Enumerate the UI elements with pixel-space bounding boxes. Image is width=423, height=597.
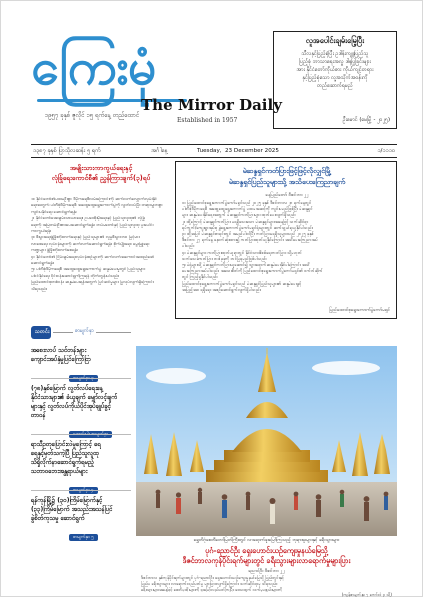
teaser-title-line: (၃၃)ကြိမ်မြောက် အသည်းအသန်ပြင် xyxy=(31,506,113,513)
story-source: ပြည်ထောင်စုရွေးကောက်ပွဲကော်မရှင် xyxy=(329,308,390,313)
masthead-established: Established in 1957 xyxy=(177,117,238,124)
logo-subtitle: ၁၉၅၇ ခုနှစ် ဇူလိုင် ၁၅ ရက်နေ့ တည်ထောင် xyxy=(45,112,140,119)
body-line: ပါသည်။ xyxy=(182,243,195,249)
body-line: ၄။ မဲဆန္ဒရှင်များ ကတ်ပြားထုတ်ယူရာတွင် နိုင်ငံသားစိစစ်ရေးကတ်ပြား သို့မဟုတ် xyxy=(182,249,303,255)
page-number: ၁/၁၁၁၀ xyxy=(377,148,395,154)
teaser-title-line: ရေနှင့်မှတ်သကဲ့ပြီ ပြည်သူလူထု xyxy=(31,450,100,457)
body-line: ကဏ္ဍများ ဖွံ့ဖြိုးတိုးတက်စေရန်။ xyxy=(31,248,79,254)
dateline: နေပြည်တော် ဒီဇင်ဘာ ၂၂ xyxy=(265,193,309,198)
body-line: ၅။ မဲရုံများသို့ မဲဆန္ဒရှင်ကတ်ပြားယူဆောင်၍ သွားရောက်ဆန္ဒမဲပေးနိုင်ပါကြောင်း အသိ xyxy=(182,262,310,268)
headline-line: ဒီဇင်ဘာလကုန်ပိုင်းရက်များတွင် ခရီးသွားများလာရောက်မှုများပြား xyxy=(182,556,351,565)
teaser-item[interactable] xyxy=(31,496,131,542)
body-line: ၅။ ပါတီစုံဒီမိုကရေစီ အထွေထွေရွေးကောက်ပွဲ ဆန္ဒမဲပေးမှုတွင် ပြည်သူများ xyxy=(31,267,146,273)
body-line: အပြည့်အဝ ရရှိရေး အစဉ်ဆောင်ရွက်လျက်ရှိပါသည်။ xyxy=(182,286,262,292)
index-label: သတင်း xyxy=(35,329,50,335)
quote-title: လူအပေါင်းချမ်းမြေ့ပြီး xyxy=(305,36,365,45)
weekday-en: Tuesday, xyxy=(197,148,222,154)
headline-line: အမျိုးသားကာကွယ်ရေးနှင့် xyxy=(69,164,133,172)
quote-line: နှင့်ပြည့်စုံသော လူ့အသိုက်အဝန်းကို xyxy=(302,75,368,81)
teaser-item[interactable] xyxy=(31,384,131,439)
teaser-title-line: ခွဲစိတ်ကုသမှု ဆောင်ရွက် xyxy=(31,515,85,522)
bottom-story-body xyxy=(141,575,392,597)
continued-note: (ကျန်စာမျက်နှာ ၇ ကော်လံ ၃ သို့) xyxy=(341,592,392,597)
teaser-title-line: နိုင်ငံသားများ၏ ခံယူချက် မျှော်လင့်ချက် xyxy=(31,394,118,401)
pagoda-photo xyxy=(136,346,397,536)
body-line: သက်သေခံကတ်ပြား တစ်ခုခုကို တင်ပြရမည်ဖြစ်ပါသည်။ xyxy=(182,255,267,261)
body-line: ရပ်ကွက်/ကျေးရွာအုပ်စု ခွဲရွေးကောက်ပွဲကော်မရှင်ရုံးများတွင် ဆက်သွယ်ရယူနိုင်ပါသည်။ xyxy=(182,224,314,230)
headline-line: ပုဂံ-ညောင်ဦး ရှေးဟောင်းယဉ်ကျေးမှုနယ်မြေသို့ xyxy=(205,546,328,555)
body-line: သိရသည်။ xyxy=(31,286,48,292)
headline-line: မဲဆန္ဒရှင်ပြည်သူများသို့ အသိပေးကြေညာချက် xyxy=(228,178,346,186)
teaser-item[interactable] xyxy=(31,440,131,495)
body-line: ပြည်ပ ခရီးသွားများ လာရောက်လည်ပတ်မှု များပြားလျက်ရှိကြောင်း သက်ဆိုင်ရာမှ သိရသည်။ xyxy=(141,580,278,586)
body-line: ၄။ နိုင်ငံတော်၏ ငြိမ်းချမ်းရေးလုပ်ငန်းစဉ်များကို ဆက်လက်အကောင်အထည်ဖော် xyxy=(31,254,155,260)
body-line: များ ဆန္ဒမဲပေးနိုင်ရေးအတွက် မဲဆန္ဒရှင်ကတ်ပြားများ ထုတ်ပေးလျက်ရှိသည်။ xyxy=(182,212,296,218)
logo-text: ကြေးမုံ xyxy=(31,38,156,96)
quote-line: ပြည့်စုံ ဘာသာရေးအလှူ ဒါနပြုခြင်းများ xyxy=(299,59,371,65)
divider xyxy=(31,490,131,491)
dateline: ညောင်ဦး ဒီဇင်ဘာ ၂၂ xyxy=(248,569,285,574)
divider xyxy=(31,434,131,435)
body-line: ၂။ ထို့ကြောင့် မဲဆန္ဒရှင်ကတ်ပြား မရရှိသေးသော မဲဆန္ဒရှင်များအနေဖြင့် သက်ဆိုင်ရာ xyxy=(182,218,309,224)
photo-caption: ရွှေတိဂုံစေတီတော်မြတ်ကြီးတွင် လာရောက်ဖူးမြော်ကြသည့် ဘုရားဖူးများနှင့် ခရီးသွားများ xyxy=(193,538,340,543)
body-line: ရေးကို အမြဲတမ်းဦးစားပေးဆောင်ရွက်ရန်။ တပ်မတော်နှင့် ပြည်သူလူထု ပူးပေါင်း xyxy=(31,222,154,228)
body-line: ၃။ ထို့အပြင် မဲဆန္ဒရှင်စာရင်းတွင် အမည်ပါဝင်ပြီး ကတ်ပြားမရရှိသူများသည် ၂၀၂၅ ခုနှစ် xyxy=(182,231,314,237)
body-line: ၂။ နိုင်ငံတော်အေးချမ်းသာယာရေး၊ ဥပဒေစိုးမိုးရေးနှင့် ပြည်သူလူထု၏ လုံခြုံ xyxy=(31,216,145,222)
sidebar-index xyxy=(31,326,131,592)
quote-author: ဦးမောင် (မေမြို့ - ၂၀၂၅) xyxy=(342,117,390,123)
body-line: ပြည်ထောင်စုတစ်ဝန်း ဆန္ဒမဲပေးရန်အတွက် ပြင်ဆင်မှုများ ပြုလုပ်လျက်ရှိကြောင်း xyxy=(31,280,154,286)
body-line: ပါဝင်နိုင်ရေး ဝိုင်းဝန်းဆောင်ရွက်ကြရန် တိုက်တွန်းပါသည်။ xyxy=(31,273,120,279)
masthead-english-name: The Mirror Daily xyxy=(141,96,282,114)
left-story-body xyxy=(31,197,171,320)
bottom-story-headline[interactable] xyxy=(136,546,397,566)
quote-line: တည်ဆောက်ရမည် xyxy=(317,83,353,89)
quote-line: သီလနှင့်ပြည့်စုံပြီး ဥဒါန်းကျူးပြည်သူ xyxy=(301,51,369,57)
body-line: ကာကွယ်ရန်။ xyxy=(31,229,52,235)
date-mm: ၁၃၈၇ ခုနှစ် ပြာသိုလဆန်း ၅ ရက် xyxy=(33,148,101,154)
left-story-headline[interactable] xyxy=(31,163,171,193)
weekday-mm: အင်္ဂါနေ့ xyxy=(151,148,168,154)
body-line: ပြည်ထောင်စုရွေးကောက်ပွဲကော်မရှင်သည် မဲဆန္ဒရှင်ပြည်သူများ၏ ဆန္ဒမဲပေးခွင့် xyxy=(182,280,302,286)
masthead-logo xyxy=(31,37,261,129)
body-line: ရေးအတွက် ပါတီစုံဒီမိုကရေစီ အထွေထွေရွေးကောက်ပွဲကို လွတ်လပ်ပြီး တရားမျှတစွာ xyxy=(31,203,163,209)
teaser-title-line: ရာသီဥတုပြောင်းလဲမှုကြောင့် ရေ xyxy=(31,441,101,448)
headline-line: လုံခြုံရေးကောင်စီ၏ ညွှန်ကြားချက်(၃)ရပ် xyxy=(51,174,151,182)
body-line: ကျင်းပနိုင်ရေး ဆောင်ရွက်ရန်။ xyxy=(31,209,77,215)
headline-line: မဲဆန္ဒရှင်ကတ်ပြားဖြင့်ဖြင့်လိုလျှင်မြို့ xyxy=(242,167,332,175)
body-line: တွင် ကြည့်ရှုနိုင်ပါသည်။ xyxy=(182,274,218,280)
teaser-title-line: တာဝန် xyxy=(31,412,46,419)
body-line: ခရီးသွားများအနေဖြင့် စေတီပုထိုးများကို ဖူးမြော်လည်ပတ်ကြပြီး ဒေသထွက် လက်မှုပစ္စည်းများကို xyxy=(141,586,283,592)
teaser-page-badge[interactable]: စာမျက်နှာ ၅ xyxy=(69,534,98,541)
teaser-title-line: ကျောင်းအပ်နှံမှုပြင်ကြော်ငြာ xyxy=(31,356,92,363)
teaser-title-line: သဘာဝဘေးအန္တရာယ်များ xyxy=(31,468,88,475)
date-en: 23 December 2025 xyxy=(225,148,279,154)
body-line: ဒီဇင်ဘာလ နှစ်ကုန်ပိုင်းရက်များတွင် ပုဂံ-ညောင်ဦး ရှေးဟောင်းယဉ်ကျေးမှုနယ်မြေသို့ ပြည်တွင်းနှင့် xyxy=(141,575,284,580)
quote-box xyxy=(273,31,397,129)
body-line: ပါတီစုံဒီမိုကရေစီ အထွေထွေရွေးကောက်ပွဲ ပထမအဆင့်ကို ကျင်းပမည်ဖြစ်ပြီး မဲဆန္ဒရှင် xyxy=(182,206,313,212)
teaser-title-line: (၇၈)နှစ်မြောက် လွတ်လပ်ရေးနေ့ xyxy=(31,385,104,392)
body-line: ဒီဇင်ဘာ ၂၇ ရက်နေ့ နောက်ဆုံးထား၍ ကတ်ပြားထုတ်ယူနိုင်ကြောင်း အသိပေးကြေညာအပ် xyxy=(182,237,318,243)
body-line: ပေးကြေညာအပ်ပါသည်။ အသေးစိတ်ကို ပြည်ထောင်စုရွေးကောက်ပွဲကော်မရှင်၏ ဝက်ဘ်ဆိုက် xyxy=(182,268,323,274)
teaser-title-line: ရန်ကုန်မြို့၌ (၃၀)ကြိမ်မြောက်နှင့် xyxy=(31,497,103,504)
teaser-title-line: သိရှိလိုက်နာဆောင်ရွက်ရမည့် xyxy=(31,459,94,466)
body-line: ၃။ စီးပွားရေးဖွံ့ဖြိုးတိုးတက်ရေးနှင့် ပြည်သူများ၏ လူမှုစီးပွားဘဝ မြင့်မား xyxy=(31,235,140,241)
body-line: ဆောင်ရွက်ရန်။ xyxy=(31,261,55,267)
body-line: လာစေရေး လုပ်ငန်းများကို ဆက်လက်ဆောင်ရွက်ရန်။ စိုက်ပျိုးရေး၊ မွေးမြူရေး xyxy=(31,241,150,247)
teaser-title-line: များနှင့် လွတ်လပ်ကိုယ်ပိုင်အုပ်ချုပ်ခွင့် xyxy=(31,403,112,410)
date-bar xyxy=(31,144,397,158)
teaser-title-line: အစေးလာပ် သင်တန်းများ xyxy=(31,347,87,354)
right-story-body xyxy=(182,200,392,296)
index-header xyxy=(31,326,131,339)
right-story-box xyxy=(175,161,397,319)
body-line: ၁။ ပြည်ထောင်စုရွေးကောက်ပွဲကော်မရှင်သည် ၂၀၂၅ ခုနှစ် ဒီဇင်ဘာလ ၂၈ ရက်နေ့တွင် xyxy=(182,200,312,205)
index-sublabel: စာမျက်နှာ xyxy=(75,328,94,334)
divider xyxy=(31,378,131,379)
right-story-headline[interactable] xyxy=(176,166,398,188)
quote-line: အား နိုင်ငံတော်ကိုယ်စား ကိုယ်ကျင့်တရား xyxy=(296,67,374,73)
body-line: ၁။ နိုင်ငံတော်၏ပထမဦးစွာ ဒီမိုကရေစီလမ်းကြောင်းကို ဆက်လက်လျှောက်လှမ်းနိုင် xyxy=(31,197,158,202)
